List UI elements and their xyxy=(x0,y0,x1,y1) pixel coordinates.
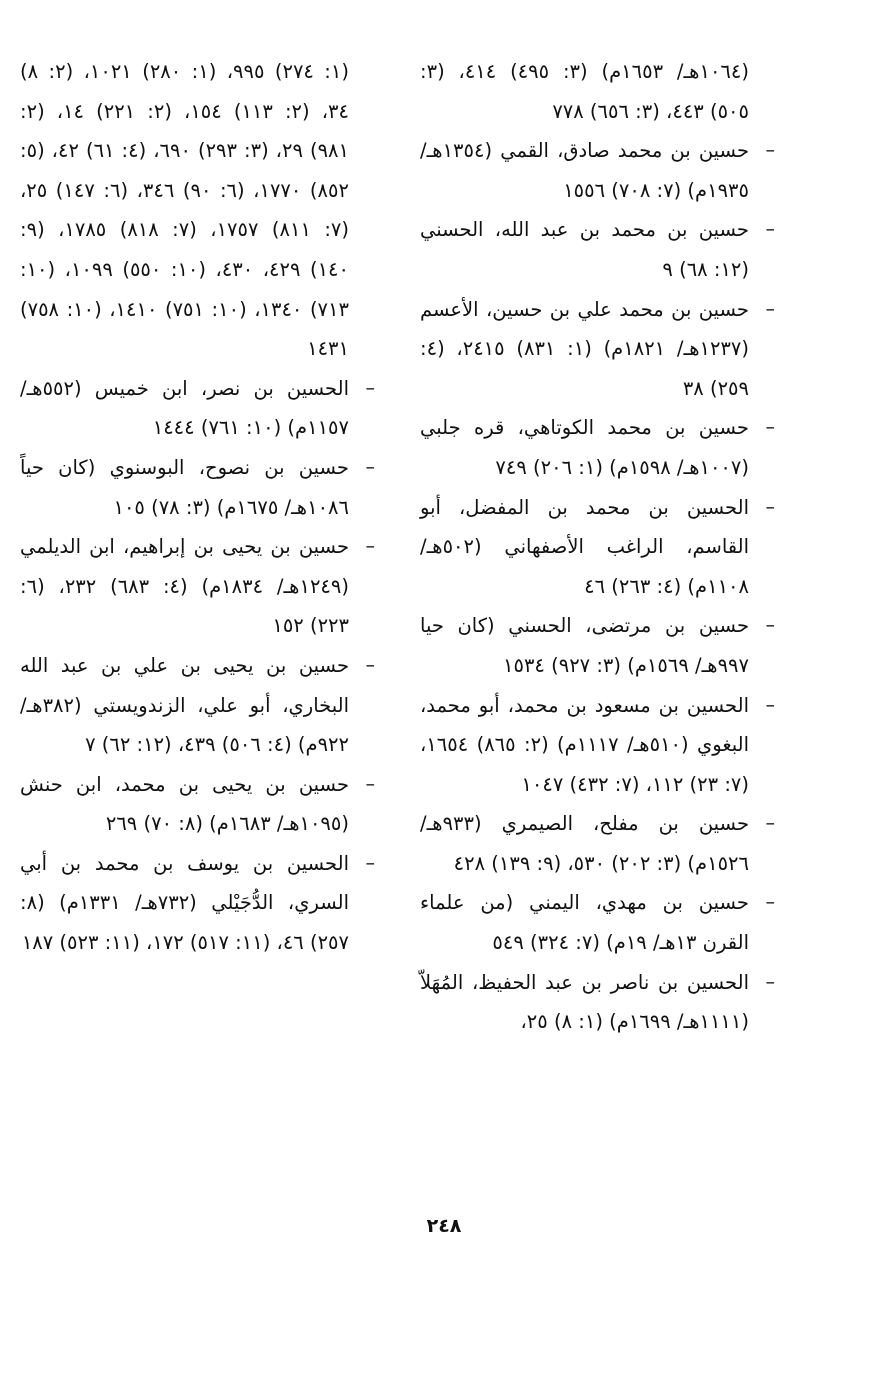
page-number: ٢٤٨ xyxy=(426,1215,462,1237)
index-entry: – الحسين بن يوسف بن محمد بن أبي السري، الدُّجَيْلي (٧٣٢هـ/ ١٣٣١م) (٨: ٢٥٧) ٤٦، (١١: ٥١٧) ١٧٢، (١١: ٥٢٣) ١٨٧ xyxy=(20,844,375,963)
index-entry: – حسين بن محمد علي بن حسين، الأعسم (١٢٣٧هـ/ ١٨٢١م) (١: ٨٣١) ٢٤١٥، (٤: ٢٥٩) ٣٨ xyxy=(420,290,775,409)
index-entry: – حسين بن محمد صادق، القمي (١٣٥٤هـ/ ١٩٣٥م) (٧: ٧٠٨) ١٥٥٦ xyxy=(420,131,775,210)
index-entry: – حسين بن يحيى بن علي بن عبد الله البخاري، أبو علي، الزندويستي (٣٨٢هـ/ ٩٢٢م) (٤: ٥٠٦) ٤٣٩، (١٢: ٦٢) ٧ xyxy=(20,646,375,765)
index-entry: – حسين بن نصوح، البوسنوي (كان حياً ١٠٨٦هـ/ ١٦٧٥م) (٣: ٧٨) ١٠٥ xyxy=(20,448,375,527)
right-column xyxy=(420,52,775,1042)
index-entry: – حسين بن مفلح، الصيمري (٩٣٣هـ/ ١٥٢٦م) (٣: ٢٠٢) ٥٣٠، (٩: ١٣٩) ٤٢٨ xyxy=(420,804,775,883)
left-column xyxy=(20,52,375,963)
index-entry-continuation: (١٠٦٤هـ/ ١٦٥٣م) (٣: ٤٩٥) ٤١٤، (٣: ٥٠٥) ٤٤٣، (٣: ٦٥٦) ٧٧٨ xyxy=(420,60,749,123)
index-entry: – حسين بن يحيى بن محمد، ابن حنش (١٠٩٥هـ/ ١٦٨٣م) (٨: ٧٠) ٢٦٩ xyxy=(20,765,375,844)
index-entry: – حسين بن مرتضى، الحسني (كان حيا ٩٩٧هـ/ ١٥٦٩م) (٣: ٩٢٧) ١٥٣٤ xyxy=(420,606,775,685)
index-entry: – الحسين بن ناصر بن عبد الحفيظ، المُهَلاّ (١١١١هـ/ ١٦٩٩م) (١: ٨) ٢٥، xyxy=(420,963,775,1042)
index-entry: – حسين بن مهدي، اليمني (من علماء القرن ١٣هـ/ ١٩م) (٧: ٣٢٤) ٥٤٩ xyxy=(420,883,775,962)
index-entry: – حسين بن محمد الكوتاهي، قره جلبي (١٠٠٧هـ/ ١٥٩٨م) (١: ٢٠٦) ٧٤٩ xyxy=(420,408,775,487)
index-entry: – الحسين بن نصر، ابن خميس (٥٥٢هـ/ ١١٥٧م) (١٠: ٧٦١) ١٤٤٤ xyxy=(20,369,375,448)
index-entry: – الحسين بن مسعود بن محمد، أبو محمد، البغوي (٥١٠هـ/ ١١١٧م) (٢: ٨٦٥) ١٦٥٤، (٧: ٢٣) ١١٢، (٧: ٤٣٢) ١٠٤٧ xyxy=(420,686,775,805)
index-entry: – حسين بن يحيى بن إبراهيم، ابن الديلمي (١٢٤٩هـ/ ١٨٣٤م) (٤: ٦٨٣) ٢٣٢، (٦: ٢٢٣) ١٥٢ xyxy=(20,527,375,646)
index-entry: – حسين بن محمد بن عبد الله، الحسني (١٢: ٦٨) ٩ xyxy=(420,210,775,289)
index-entry: – الحسين بن محمد بن المفضل، أبو القاسم، الراغب الأصفهاني (٥٠٢هـ/ ١١٠٨م) (٤: ٢٦٣) ٤٦ xyxy=(420,488,775,607)
index-entry-continuation: (١: ٢٧٤) ٩٩٥، (١: ٢٨٠) ١٠٢١، (٢: ٨) ٣٤، (٢: ١١٣) ١٥٤، (٢: ٢٢١) ١٤، (٢: ٩٨١) ٢٩، (٣: ٢٩٣) ٦٩٠، (٤: ٦١) ٤٢، (٥: ٨٥٢) ١٧٧٠، (٦: ٩٠) ٣٤٦، (٦: ١٤٧) ٢٥، (٧: ٨١١) ١٧٥٧، (٧: ٨١٨) ١٧٨٥، (٩: ١٤٠) ٤٢٩، ٤٣٠، (١٠: ٥٥٠) ١٠٩٩، (١٠: ٧١٣) ١٣٤٠، (١٠: ٧٥١) ١٤١٠، (١٠: ٧٥٨) ١٤٣١ xyxy=(20,60,350,361)
